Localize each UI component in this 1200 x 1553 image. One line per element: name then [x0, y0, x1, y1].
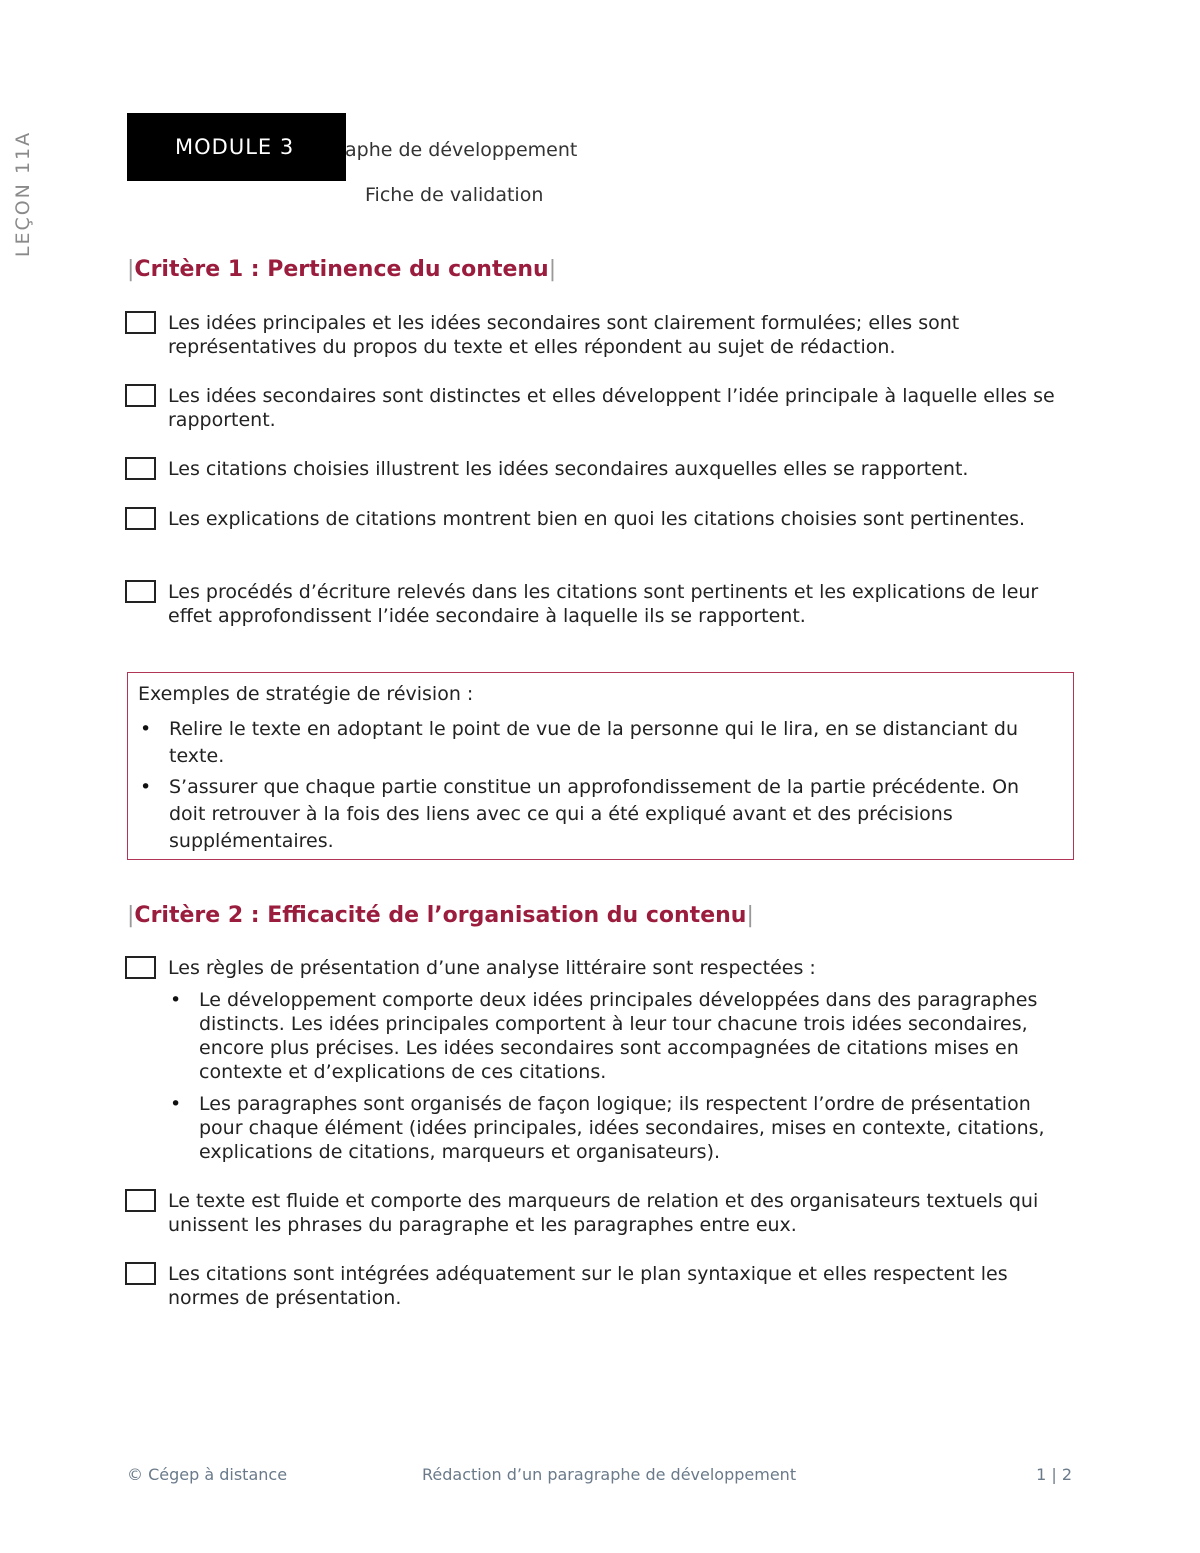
- heading-bar-right: |: [746, 903, 754, 928]
- checkbox[interactable]: [125, 457, 156, 480]
- presentation-rules-list: [168, 988, 1065, 1164]
- strategy-item: • Relire le texte en adoptant le point de vue de la personne qui le lira, en se distanciant du texte.: [138, 716, 1053, 770]
- criterion-2-item: [125, 1262, 1065, 1310]
- rule-item: • Le développement comporte deux idées principales développées dans des paragraphes distincts. Les idées principales comportent à leur tour chacune trois idées secondaires, encore plus précises. Les idées secondaires sont accompagnées de citations mises en contexte et d’explications de ces citations.: [168, 988, 1065, 1084]
- criterion-1-item-text: Les procédés d’écriture relevés dans les citations sont pertinents et les explications de leur effet approfondissent l’idée secondaire à laquelle ils se rapportent.: [168, 581, 1039, 627]
- document-subtitle: Fiche de validation: [365, 184, 544, 206]
- criterion-2-title: Critère 2 : Efficacité de l’organisation du contenu: [134, 903, 747, 928]
- footer-copyright: © Cégep à distance: [127, 1465, 288, 1484]
- criterion-1-item: [125, 580, 1065, 628]
- heading-bar-left: |: [127, 903, 135, 928]
- criterion-2-item-text: Les règles de présentation d’une analyse littéraire sont respectées :: [168, 957, 816, 979]
- heading-bar-right: |: [548, 257, 557, 282]
- checkbox[interactable]: [125, 956, 156, 979]
- checkbox[interactable]: [125, 384, 156, 407]
- criterion-1-item: [125, 384, 1065, 432]
- criterion-1-heading: [127, 257, 556, 282]
- checkbox[interactable]: [125, 1262, 156, 1285]
- criterion-2-item-text: Le texte est fluide et comporte des marqueurs de relation et des organisateurs textuels qui unissent les phrases du paragraphe et les paragraphes entre eux.: [168, 1190, 1039, 1236]
- checkbox[interactable]: [125, 507, 156, 530]
- criterion-2-heading: [127, 903, 754, 928]
- rule-item: • Les paragraphes sont organisés de façon logique; ils respectent l’ordre de présentation pour chaque élément (idées principales, idées secondaires, mises en contexte, citations, explications de citations, marqueurs et organisateurs).: [168, 1092, 1065, 1164]
- criterion-1-item: [125, 507, 1065, 531]
- lesson-side-label: [8, 124, 38, 264]
- criterion-1-item-text: Les citations choisies illustrent les idées secondaires auxquelles elles se rapportent.: [168, 458, 969, 480]
- criterion-1-item: [125, 311, 1065, 359]
- strategy-item: • S’assurer que chaque partie constitue un approfondissement de la partie précédente. On doit retrouver à la fois des liens avec ce qui a été expliqué avant et des précisions supplémentaires.: [138, 774, 1053, 855]
- criterion-1-item-text: Les idées principales et les idées secondaires sont clairement formulées; elles sont représentatives du propos du texte et elles répondent au sujet de rédaction.: [168, 312, 960, 358]
- document-title: aphe de développement: [345, 139, 578, 161]
- revision-strategy-box: [127, 672, 1074, 860]
- module-badge: [127, 113, 346, 181]
- checkbox[interactable]: [125, 311, 156, 334]
- criterion-1-item-text: Les explications de citations montrent bien en quoi les citations choisies sont pertinentes.: [168, 508, 1026, 530]
- criterion-2-item: [125, 1189, 1065, 1237]
- module-label: MODULE 3: [175, 135, 295, 159]
- heading-bar-left: |: [127, 257, 135, 282]
- footer-page-number: 1 | 2: [1036, 1465, 1072, 1484]
- checkbox[interactable]: [125, 1189, 156, 1212]
- criterion-2-item: [125, 956, 1065, 1172]
- criterion-1-item-text: Les idées secondaires sont distinctes et elles développent l’idée principale à laquelle elles se rapportent.: [168, 385, 1055, 431]
- criterion-2-item-text: Les citations sont intégrées adéquatement sur le plan syntaxique et elles respectent les normes de présentation.: [168, 1263, 1008, 1309]
- footer-document-name: Rédaction d’un paragraphe de développement: [422, 1465, 797, 1484]
- strategy-title: Exemples de stratégie de révision :: [138, 683, 474, 705]
- lesson-label-text: LEÇON 11A: [12, 130, 34, 258]
- criterion-1-title: Critère 1 : Pertinence du contenu: [134, 257, 549, 282]
- criterion-1-item: [125, 457, 1065, 481]
- checkbox[interactable]: [125, 580, 156, 603]
- strategy-list: [138, 716, 1053, 855]
